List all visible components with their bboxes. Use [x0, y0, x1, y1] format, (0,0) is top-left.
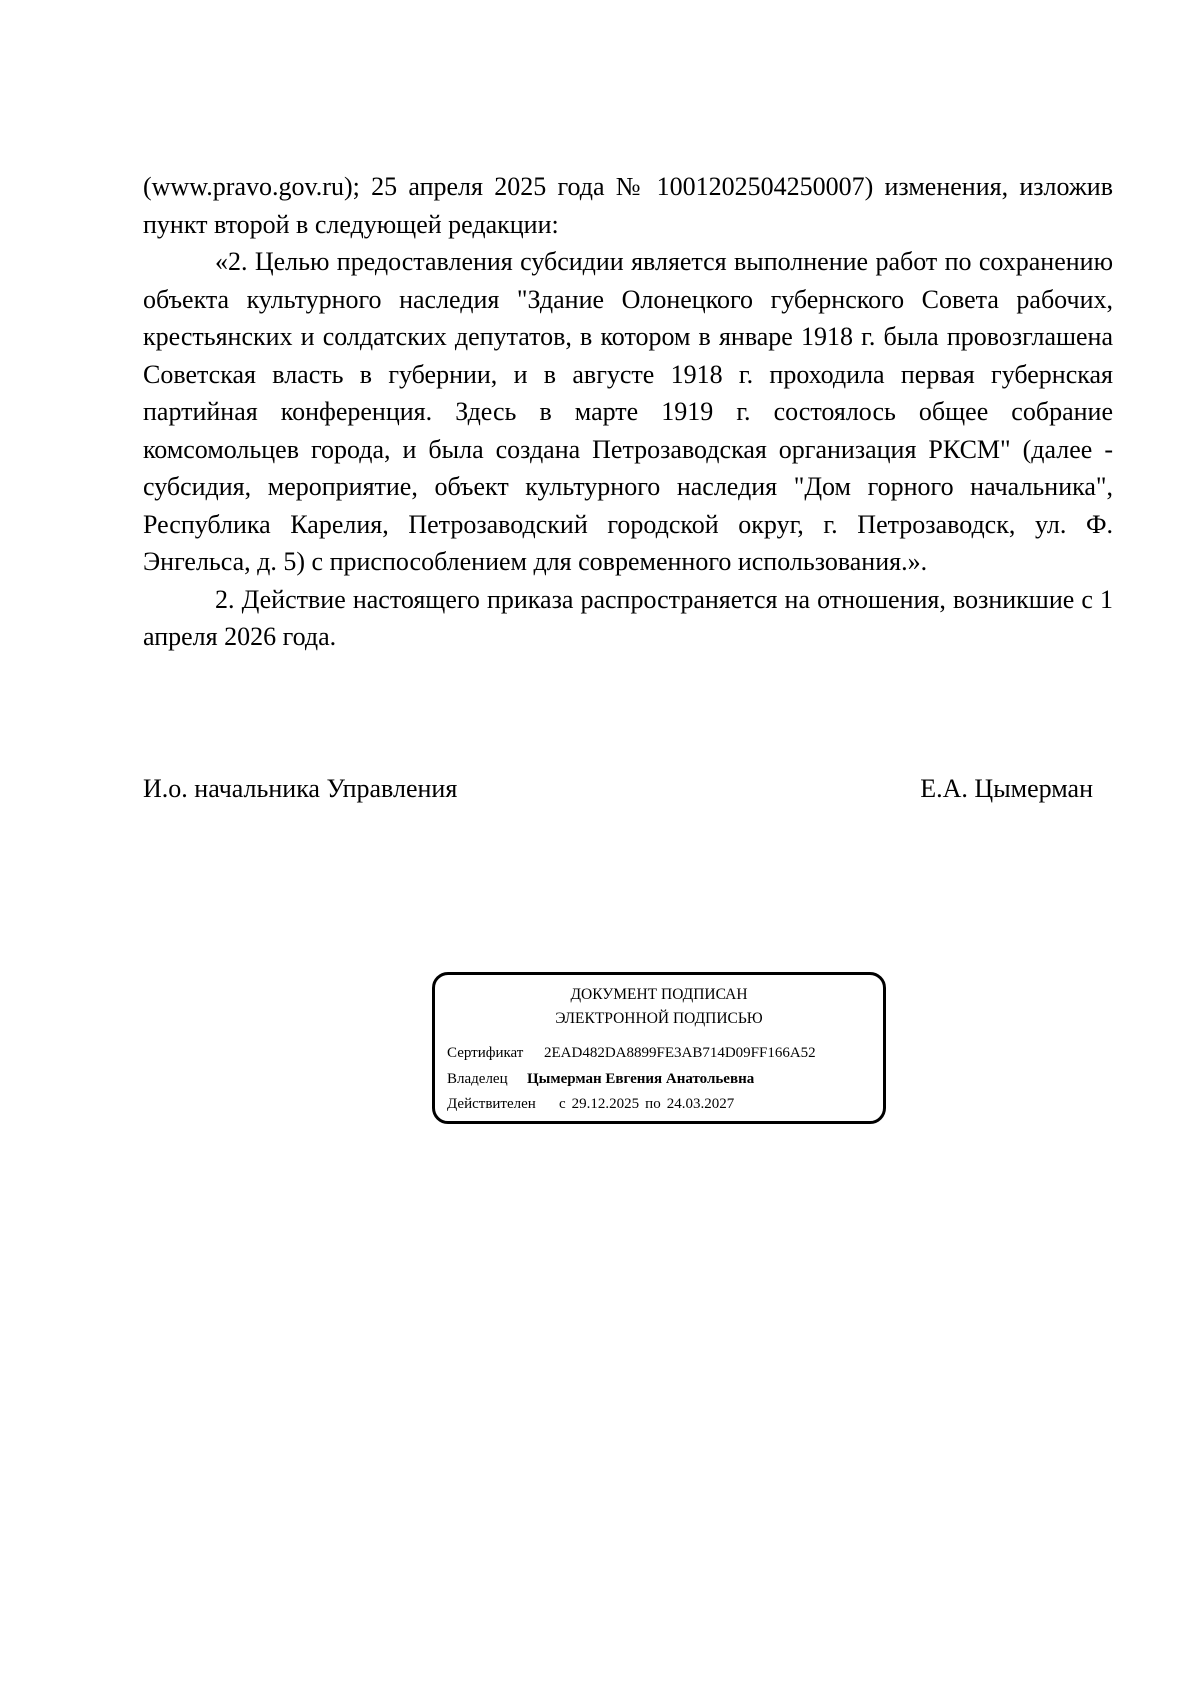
electronic-signature-stamp: [432, 972, 886, 1124]
paragraph-amendment-intro: (www.pravo.gov.ru); 25 апреля 2025 года № 1001202504250007) изменения, изложив пункт второй в следующей редакции:: [143, 172, 1113, 239]
valid-to-prefix: по: [645, 1096, 661, 1112]
certificate-label: Сертификат: [447, 1045, 524, 1061]
signatory-name: Е.А. Цымерман: [920, 774, 1093, 803]
stamp-validity-row: [447, 1094, 734, 1114]
valid-from-date: 29.12.2025: [571, 1096, 640, 1112]
stamp-owner-row: [447, 1069, 754, 1089]
paragraph-subsidy-purpose: «2. Целью предоставления субсидии является выполнение работ по сохранению объекта культурного наследия "Здание Олонецкого губернского Совета рабочих, крестьянских и солдатских депутатов, в котором в январе 1918 г. была провозглашена Советская власть в губернии, и в августе 1918 г. проходила первая губернская партийная конференция. Здесь в марте 1919 г. состоялось общее собрание комсомольцев города, и была создана Петрозаводская организация РКСМ" (далее - субсидия, мероприятие, объект культурного наследия "Дом горного начальника", Республика Карелия, Петрозаводский городской округ, г. Петрозаводск, ул. Ф. Энгельса, д. 5) с приспособлением для современного использования.».: [143, 247, 1113, 576]
stamp-certificate-row: [447, 1043, 816, 1063]
paragraph-effective-date: 2. Действие настоящего приказа распространяется на отношения, возникшие с 1 апреля 2026 года.: [143, 584, 1113, 651]
document-body: [143, 168, 1113, 656]
validity-label: Действителен: [447, 1096, 536, 1112]
certificate-value: 2EAD482DA8899FE3AB714D09FF166A52: [544, 1045, 816, 1061]
owner-value: Цымерман Евгения Анатольевна: [527, 1071, 755, 1087]
valid-to-date: 24.03.2027: [666, 1096, 735, 1112]
valid-from-prefix: с: [559, 1096, 566, 1112]
stamp-header: [435, 983, 883, 1031]
owner-label: Владелец: [447, 1071, 508, 1087]
stamp-header-line2: ЭЛЕКТРОННОЙ ПОДПИСЬЮ: [555, 1010, 763, 1027]
stamp-header-line1: ДОКУМЕНТ ПОДПИСАН: [570, 986, 748, 1003]
signatory-position: И.о. начальника Управления: [143, 774, 458, 803]
